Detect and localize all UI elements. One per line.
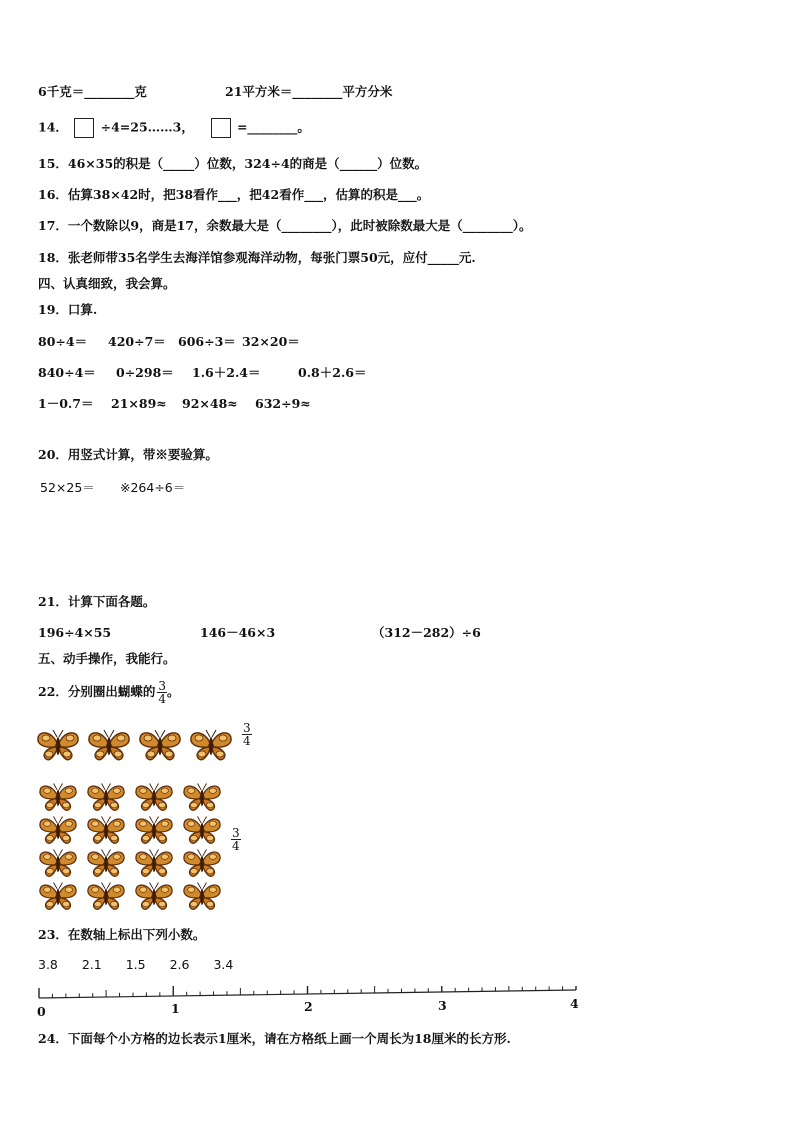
q23-value-1: 3.8 [38,957,58,972]
q22-title-fraction [157,680,167,705]
q19-r3-c4: 632÷9≈ [255,396,311,411]
butterfly-icon[interactable] [136,850,172,877]
butterfly-icon[interactable] [184,784,220,811]
q19-r2-c3: 1.6＋2.4＝ [192,365,261,380]
q20-problem-b: ※264÷6＝ [120,480,186,495]
q19-r1-c3: 606÷3＝ [178,334,236,349]
axis-label-1: 1 [171,1001,180,1016]
q23-value-2: 2.1 [81,957,102,972]
butterfly-icon[interactable] [88,784,124,811]
butterfly-group-1 [36,722,246,768]
q23-values [38,957,233,973]
butterfly-icon[interactable] [88,817,124,844]
q16-text: 16．估算38×42时，把38看作___，把42看作___，估算的积是___。 [38,187,430,202]
fraction-numerator: 3 [158,679,167,693]
q23-value-3: 1.5 [125,957,146,972]
butterfly-group-2 [36,780,236,914]
q15-text: 15．46×35的积是（_____）位数，324÷4的商是（______）位数。 [38,156,428,171]
q13-item-b: 21平方米＝________平方分米 [225,84,393,99]
q19-r3-c3: 92×48≈ [182,396,238,411]
section-4-heading: 四、认真细致，我会算。 [38,276,176,291]
q20-problem-a: 52×25＝ [40,480,95,495]
q14-number: 14． [38,119,68,135]
butterfly-icon[interactable] [88,850,124,877]
q21-title: 21．计算下面各题。 [38,594,156,609]
butterfly-icon[interactable] [136,784,172,811]
q21-item-2: 146－46×3 [200,625,276,640]
axis-label-3: 3 [438,998,447,1013]
fraction-denominator: 4 [243,734,251,748]
butterfly-icon[interactable] [38,730,78,760]
butterfly-icon[interactable] [136,817,172,844]
q17-text: 17．一个数除以9，商是17，余数最大是（________），此时被除数最大是（________）。 [38,218,532,233]
axis-label-2: 2 [304,999,313,1014]
q21-item-1: 196÷4×55 [38,625,112,640]
butterfly-icon[interactable] [140,730,180,760]
butterfly-icon[interactable] [40,850,76,877]
butterfly-icon[interactable] [184,883,220,910]
butterfly-icon[interactable] [89,730,129,760]
q14-part2: =________。 [236,119,310,135]
fraction-numerator: 3 [243,721,251,735]
axis-label-4: 4 [570,996,579,1011]
q14-blank-box-1[interactable] [74,118,94,138]
fraction-denominator: 4 [232,839,240,853]
q14-part1: ÷4=25……3， [100,119,194,135]
q22-group2-fraction [231,827,241,852]
q18-text: 18．张老师带35名学生去海洋馆参观海洋动物，每张门票50元，应付_____元. [38,250,476,265]
q22-suffix: 。 [167,684,180,699]
butterfly-icon[interactable] [184,817,220,844]
q23-title: 23．在数轴上标出下列小数。 [38,927,206,942]
q19-r2-c1: 840÷4＝ [38,365,96,380]
q23-value-4: 2.6 [169,957,190,972]
q24-text: 24．下面每个小方格的边长表示1厘米，请在方格纸上画一个周长为18厘米的长方形. [38,1031,511,1046]
q19-r2-c4: 0.8＋2.6＝ [298,365,367,380]
q22-title-line [38,680,180,705]
q20-title: 20．用竖式计算，带※要验算。 [38,447,218,462]
q19-r2-c2: 0÷298＝ [116,365,174,380]
butterfly-icon[interactable] [40,784,76,811]
q21-item-3: （312－282）÷6 [372,625,481,640]
q13-item-a: 6千克＝________克 [38,84,147,99]
q23-value-5: 3.4 [213,957,234,972]
fraction-denominator: 4 [158,692,167,706]
butterfly-icon[interactable] [40,817,76,844]
q14-blank-box-2[interactable] [211,118,231,138]
q22-group1-fraction [242,722,252,747]
axis-label-0: 0 [37,1004,46,1019]
q14-line [38,118,310,138]
q19-r1-c1: 80÷4＝ [38,334,88,349]
q19-r1-c4: 32×20＝ [242,334,300,349]
q19-r3-c2: 21×89≈ [111,396,167,411]
butterfly-icon[interactable] [136,883,172,910]
butterfly-icon[interactable] [40,883,76,910]
butterfly-icon[interactable] [88,883,124,910]
section-5-heading: 五、动手操作，我能行。 [38,651,176,666]
butterfly-icon[interactable] [184,850,220,877]
q19-r1-c2: 420÷7＝ [108,334,166,349]
butterfly-icon[interactable] [191,730,231,760]
q19-title: 19．口算. [38,302,98,317]
q19-r3-c1: 1－0.7＝ [38,396,94,411]
fraction-numerator: 3 [232,826,240,840]
q22-title: 22．分别圈出蝴蝶的 [38,684,156,699]
